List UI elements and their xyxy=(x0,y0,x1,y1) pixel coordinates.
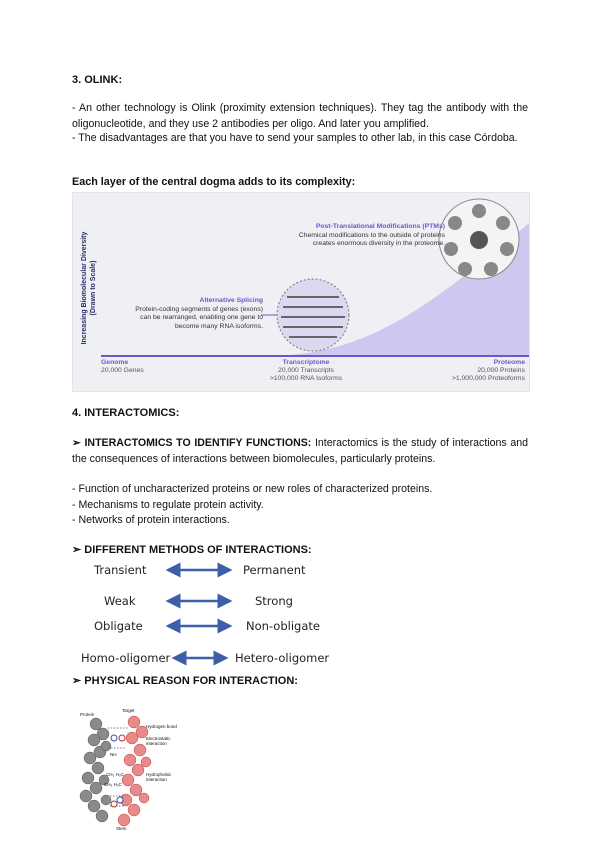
pair-right-nonobligate: Non-obligate xyxy=(246,619,320,633)
central-dogma-figure xyxy=(72,192,530,392)
pair-right-permanent: Permanent xyxy=(243,563,306,577)
interactomics-functions-paragraph: ➢ INTERACTOMICS TO IDENTIFY FUNCTIONS: Interactomics is the study of interactions and the consequences of interactions between biomolecules, particularly proteins. xyxy=(72,437,528,465)
function-list xyxy=(72,482,528,529)
ch3-label-2: CH₃ H₃C xyxy=(104,782,122,787)
genome-label: Genome 20,000 Genes xyxy=(101,359,144,374)
olink-paragraph-2: - The disadvantages are that you have to send your samples to other lab, in this case Córdoba. xyxy=(72,132,518,144)
section3-heading: 3. OLINK: xyxy=(72,74,123,86)
protein-interaction-diagram xyxy=(76,708,180,834)
pair-right-hetero: Hetero-oligomer xyxy=(235,651,330,665)
pair-left-weak: Weak xyxy=(104,594,136,608)
ptm-annotation: Post-Translational Modifications (PTMs) Chemical modifications to the outside of proteins creates enormous diversity in the proteome. xyxy=(298,223,445,247)
pair-right-strong: Strong xyxy=(255,594,293,608)
olink-paragraph-1: - An other technology is Olink (proximity extension techniques). They tag the antibody with the oligonucleotide, and they use 2 antibodies per oligo. And later you amplified. xyxy=(72,102,528,130)
electrostatic-label: Electrostatic interaction xyxy=(146,736,171,746)
protein-label: Protein xyxy=(80,712,95,717)
double-arrows xyxy=(160,560,240,670)
target-label: Target xyxy=(122,708,135,713)
pair-left-obligate: Obligate xyxy=(94,619,143,633)
methods-heading: ➢ DIFFERENT METHODS OF INTERACTIONS: xyxy=(72,544,312,556)
list-item: - Networks of protein interactions. xyxy=(72,514,230,526)
physical-reason-heading: ➢ PHYSICAL REASON FOR INTERACTION: xyxy=(72,675,298,687)
ch3-label-1: CH₃ H₃C xyxy=(106,772,124,777)
pair-left-transient: Transient xyxy=(94,563,147,577)
y-axis-label: Increasing Biomolecular Diversity (Drawn to Scale) xyxy=(81,231,97,345)
transcriptome-label: Transcriptome 20,000 Transcripts >100,000 RNA Isoforms xyxy=(269,359,343,382)
section4-heading: 4. INTERACTOMICS: xyxy=(72,407,180,419)
hbond-label: Hydrogen bond xyxy=(146,724,177,729)
proteome-label: Proteome 20,000 Proteins >1,000,000 Proteoforms xyxy=(451,359,525,382)
list-item: - Function of uncharacterized proteins or new roles of characterized proteins. xyxy=(72,483,433,495)
stem-label: Stem xyxy=(116,826,127,831)
hydrophobic-label: Hydrophobic interaction xyxy=(146,772,172,782)
figure-caption: Each layer of the central dogma adds to its complexity: xyxy=(72,176,356,188)
nh-label: NH xyxy=(110,752,117,757)
list-item: - Mechanisms to regulate protein activity. xyxy=(72,498,264,511)
pair-left-homo: Homo-oligomer xyxy=(81,651,171,665)
splicing-annotation: Alternative Splicing Protein-coding segments of genes (exons) can be rearranged, enabling one gene to become many RNA isoforms. xyxy=(135,297,263,330)
